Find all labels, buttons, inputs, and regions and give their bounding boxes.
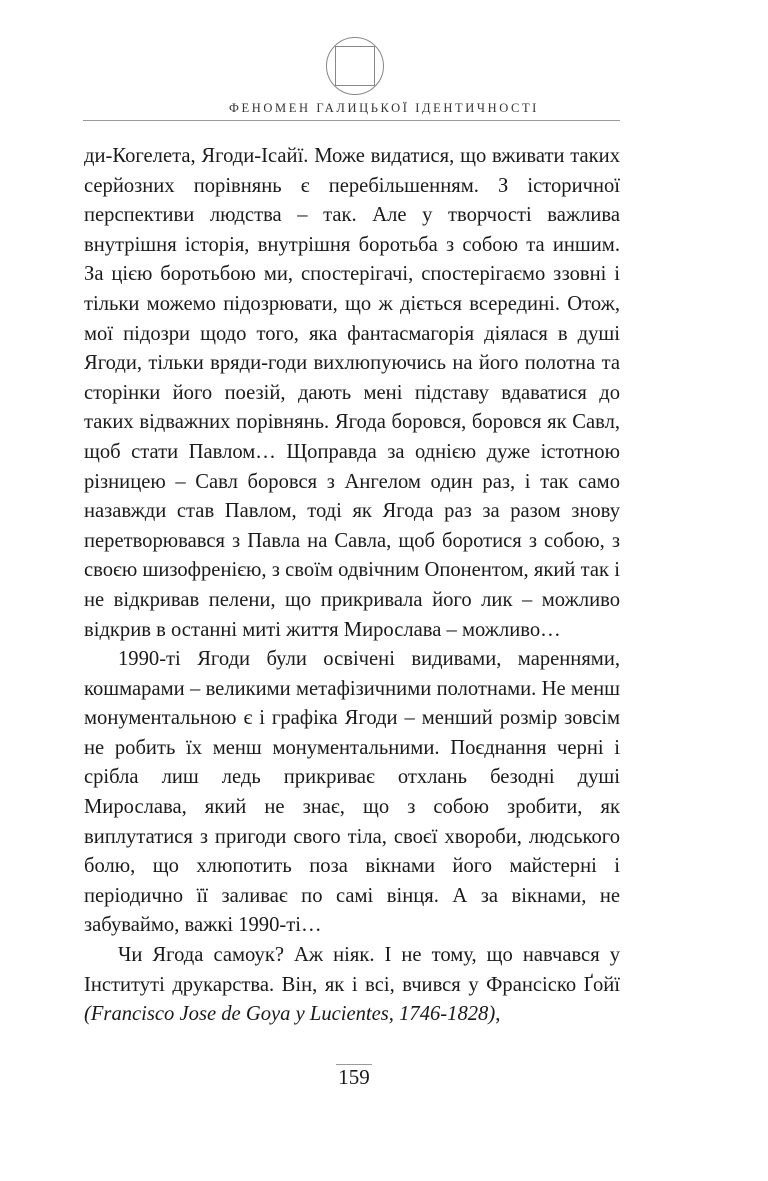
goya-full-name-italic: (Francisco Jose de Goya y Lucientes, 1746-1828) bbox=[84, 1003, 496, 1026]
circle-square-emblem-icon bbox=[325, 36, 385, 96]
page-number: 159 bbox=[338, 1065, 370, 1089]
paragraph-1990s: 1990-ті Ягоди були освічені видивами, мареннями, кошмарами – великими метафізичними полотнами. Не менш монументальною є і графіка Ягоди – менший розмір зовсім не робить їх менш монументальними. Поєднання черні і срібла лиш ледь прикриває отхлань безодні душі Мирослава, який не знає, що з собою зробити, як виплутатися з пригоди свого тіла, своєї хвороби, людського болю, що хлюпотить поза вікнами його майстерні і періодично її заливає по самі вінця. А за вікнами, не забуваймо, важкі 1990-ті… bbox=[84, 648, 620, 937]
header-rule bbox=[83, 120, 620, 121]
paragraph-text-start: Чи Ягода самоук? Аж ніяк. І не тому, що навчався у Інституті друкарства. Він, як і всі, вчився у Франсіско Ґойї bbox=[84, 944, 620, 996]
running-header-title: ФЕНОМЕН ГАЛИЦЬКОЇ ІДЕНТИЧНОСТІ bbox=[229, 101, 539, 115]
paragraph-self-taught bbox=[84, 941, 620, 1030]
body-text bbox=[84, 142, 620, 1030]
paragraph-text-end: , bbox=[495, 1003, 501, 1026]
paragraph-continued: ди-Когелета, Ягоди-Ісайї. Може видатися, що вживати таких серйозних порівнянь є перебільшенням. З історичної перспективи людства – так. Але у творчості важлива внутрішня історія, внутрішня боротьба з собою та иншим. За цією боротьбою ми, спостерігачі, спостерігаємо ззовні і тільки можемо підозрювати, що ж діється всередині. Отож, мої підозри щодо того, яка фантасмагорія діялася в душі Ягоди, тільки вряди-годи вихлюпуючись на його полотна та сторінки його поезій, дають мені підставу вдаватися до таких відважних порівнянь. Ягода боровся, боровся як Савл, щоб стати Павлом… Щоправда за однією дуже істотною різницею – Савл боровся з Ангелом один раз, і так само назавжди став Павлом, тоді як Ягода раз за разом знову перетворювався з Павла на Савла, щоб боротися з собою, з своєю шизофренією, з своїм одвічним Опонентом, який так і не відкривав пелени, що прикривала його лик – можливо відкрив в останні миті життя Мирослава – можливо… bbox=[84, 145, 620, 641]
